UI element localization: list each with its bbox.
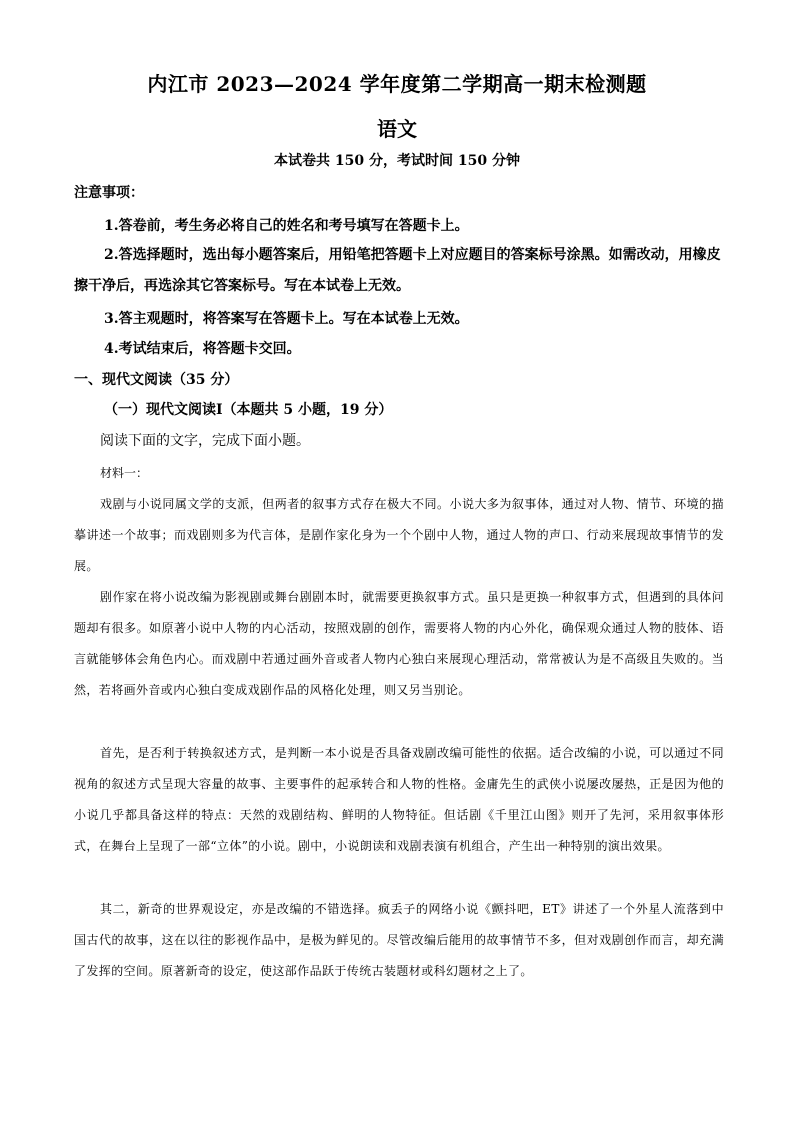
notice-item-text: 3.答主观题时，将答案写在答题卡上。写在本试卷上无效。	[104, 311, 469, 327]
paragraph: 其二，新奇的世界观设定，亦是改编的不错选择。疯丢子的网络小说《颤抖吧，ET》讲述了一个外星人流落到中国古代的故事，这在以往的影视作品中，是极为鲜见的。尽管改编后能用的故事情节不多，但对戏剧创作而言，却充满了发挥的空间。原著新奇的设定，使这部作品跃于传统古装题材或科幻题材之上了。	[74, 902, 724, 978]
material-label: 材料一：	[100, 466, 149, 480]
notice-item-text: 4.考试结束后，将答题卡交回。	[104, 341, 301, 357]
notice-item-4	[74, 334, 722, 365]
notice-item-2: 2.答选择题时，选出每小题答案后，用铅笔把答题卡上对应题目的答案标号涂黑。如需改动，用橡皮擦干净后，再选涂其它答案标号。写在本试卷上无效。	[74, 247, 721, 294]
paragraph: 首先，是否利于转换叙述方式，是判断一本小说是否具备戏剧改编可能性的依据。适合改编的小说，可以通过不同视角的叙述方式呈现大容量的故事、主要事件的起承转合和人物的性格。金庸先生的武侠小说屡改屡热，正是因为他的小说几乎都具备这样的特点：天然的戏剧结构、鲜明的人物特征。但话剧《千里江山图》则开了先河，采用叙事体形式，在舞台上呈现了一部“立体”的小说。剧中，小说朗读和戏剧表演有机组合，产生出一种特别的演出效果。	[74, 746, 724, 853]
notice-item-text: 1.答卷前，考生务必将自己的姓名和考号填写在答题卡上。	[104, 218, 469, 234]
reading-instruction: 阅读下面的文字，完成下面小题。	[100, 433, 310, 449]
notice-item-3	[74, 304, 722, 335]
subject-title: 语文	[377, 117, 417, 141]
paragraph: 戏剧与小说同属文学的支派，但两者的叙事方式存在极大不同。小说大多为叙事体，通过对人物、情节、环境的描摹讲述一个故事；而戏剧则多为代言体，是剧作家化身为一个个剧中人物，通过人物的声口、行动来展现故事情节的发展。	[74, 497, 724, 573]
subsection-heading: （一）现代文阅读Ⅰ（本题共 5 小题，19 分）	[104, 402, 393, 418]
page-title: 内江市 2023—2024 学年度第二学期高一期末检测题	[147, 72, 647, 96]
section-heading: 一、现代文阅读（35 分）	[74, 372, 239, 388]
exam-info: 本试卷共 150 分，考试时间 150 分钟	[274, 153, 520, 169]
notice-heading: 注意事项：	[74, 185, 144, 201]
notice-item-1	[74, 211, 722, 242]
paragraph: 剧作家在将小说改编为影视剧或舞台剧剧本时，就需要更换叙事方式。虽只是更换一种叙事方式，但遇到的具体问题却有很多。如原著小说中人物的内心活动，按照戏剧的创作，需要将人物的内心外化，确保观众通过人物的肢体、语言就能够体会角色内心。而戏剧中若通过画外音或者人物内心独白来展现心理活动，常常被认为是不高级且失败的。当然，若将画外音或内心独白变成戏剧作品的风格化处理，则又另当别论。	[74, 590, 724, 697]
